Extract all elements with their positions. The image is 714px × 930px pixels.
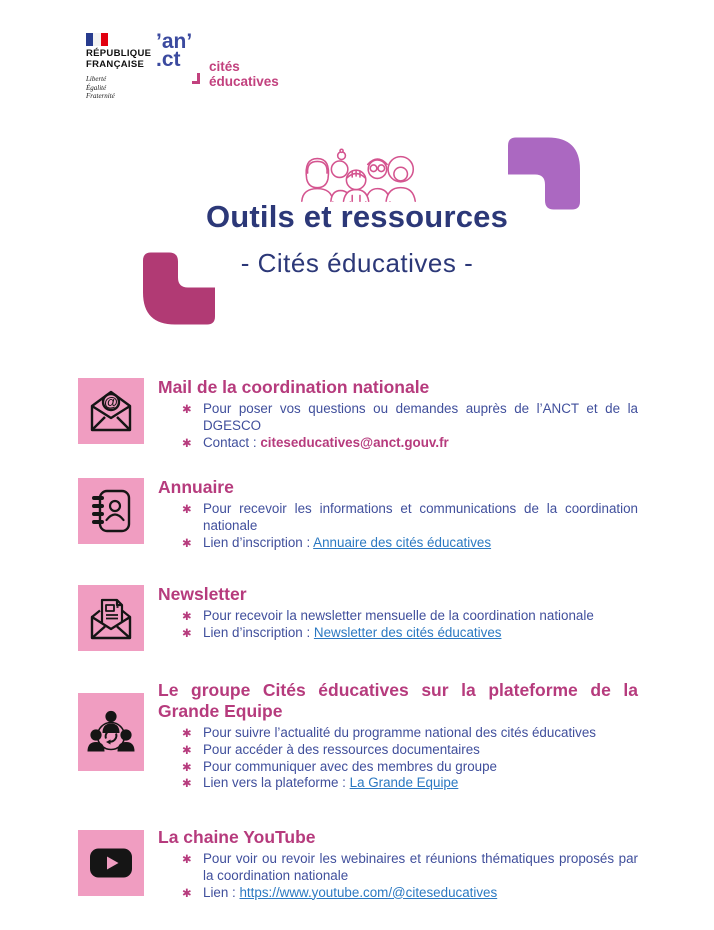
list-item: ✱ Contact : citeseducatives@anct.gouv.fr — [158, 435, 638, 452]
list-item: ✱ Lien d’inscription : Annuaire des cités éducatives — [158, 535, 638, 552]
newsletter-link[interactable]: Newsletter des cités éducatives — [313, 624, 502, 640]
asterisk-bullet-icon: ✱ — [182, 611, 192, 623]
bullet-list — [158, 725, 638, 792]
asterisk-bullet-icon: ✱ — [182, 627, 192, 640]
bullet-list — [158, 501, 638, 551]
asterisk-bullet-icon: ✱ — [182, 537, 192, 550]
page-subtitle: - Cités éducatives - — [240, 248, 474, 278]
svg-text:@: @ — [104, 393, 118, 410]
list-item: ✱ Lien vers la plateforme : La Grande Equipe — [158, 775, 638, 792]
asterisk-bullet-icon: ✱ — [182, 744, 192, 757]
section-newsletter — [78, 584, 638, 651]
youtube-channel-link[interactable]: https://www.youtube.com/@citeseducatives — [239, 884, 498, 900]
republique-name: RÉPUBLIQUE FRANÇAISE — [86, 48, 152, 70]
section-title: Newsletter — [158, 584, 247, 604]
list-item: ✱ Pour accéder à des ressources documentaires — [158, 742, 638, 759]
republique-francaise-logo — [86, 33, 156, 101]
newsletter-envelope-icon — [87, 594, 135, 642]
address-book-icon — [87, 487, 135, 535]
asterisk-bullet-icon: ✱ — [182, 504, 192, 516]
section-youtube — [78, 827, 638, 901]
section-title: Annuaire — [158, 477, 234, 497]
list-item: ✱ Pour poser vos questions ou demandes auprès de l’ANCT et de la DGESCO — [182, 401, 638, 433]
french-flag-icon — [86, 33, 108, 46]
asterisk-bullet-icon: ✱ — [182, 404, 192, 416]
youtube-iconbox — [78, 830, 144, 896]
list-item: ✱ Pour suivre l’actualité du programme national des cités éducatives — [158, 725, 638, 742]
list-item: ✱ Lien d’inscription : Newsletter des cités éducatives — [158, 625, 638, 642]
list-item: ✱ Lien : https://www.youtube.com/@citeseducatives — [158, 885, 638, 902]
asterisk-bullet-icon: ✱ — [182, 728, 192, 740]
section-title: Le groupe Cités éducatives sur la plateforme de la Grande Equipe — [158, 680, 638, 721]
list-item: ✱ Pour recevoir les informations et communications de la coordination nationale — [182, 501, 638, 533]
list-item: ✱ Pour voir ou revoir les webinaires et réunions thématiques proposés par la coordination nationale — [182, 851, 638, 883]
section-title: La chaine YouTube — [158, 827, 316, 847]
grande-equipe-iconbox — [78, 693, 144, 771]
annuaire-iconbox — [78, 478, 144, 544]
cites-educatives-brand: cités éducatives — [209, 59, 279, 89]
grande-equipe-link[interactable]: La Grande Equipe — [349, 775, 459, 791]
section-title: Mail de la coordination nationale — [158, 377, 430, 397]
anct-corner-bracket-icon — [192, 73, 200, 84]
annuaire-link[interactable]: Annuaire des cités éducatives — [313, 534, 492, 550]
mail-iconbox — [78, 378, 144, 444]
section-grande-equipe — [78, 680, 638, 792]
bullet-list — [158, 401, 638, 451]
anct-cites-educatives-logo — [156, 30, 286, 95]
list-item: ✱ Pour communiquer avec des membres du groupe — [158, 759, 638, 776]
newsletter-iconbox — [78, 585, 144, 651]
asterisk-bullet-icon: ✱ — [182, 437, 192, 450]
bullet-list — [158, 608, 638, 642]
quote-shape-magenta-icon — [143, 252, 215, 325]
envelope-at-icon — [87, 387, 135, 435]
section-annuaire — [78, 477, 638, 551]
bullet-list — [158, 851, 638, 901]
anct-wordmark: ’an’ .ct — [156, 30, 193, 71]
people-group-illustration-icon — [296, 147, 422, 205]
republique-motto: Liberté Égalité Fraternité — [86, 75, 115, 100]
asterisk-bullet-icon: ✱ — [182, 887, 192, 900]
asterisk-bullet-icon: ✱ — [182, 778, 192, 791]
contact-email-link[interactable]: citeseducatives@anct.gouv.fr — [260, 434, 449, 450]
asterisk-bullet-icon: ✱ — [182, 854, 192, 866]
list-item: ✱ Pour recevoir la newsletter mensuelle de la coordination nationale — [158, 608, 638, 625]
asterisk-bullet-icon: ✱ — [182, 761, 192, 774]
youtube-icon — [87, 839, 135, 887]
quote-shape-purple-icon — [508, 137, 580, 210]
group-sync-icon — [87, 706, 135, 758]
page-title: Outils et ressources — [205, 199, 509, 234]
section-mail — [78, 377, 638, 451]
